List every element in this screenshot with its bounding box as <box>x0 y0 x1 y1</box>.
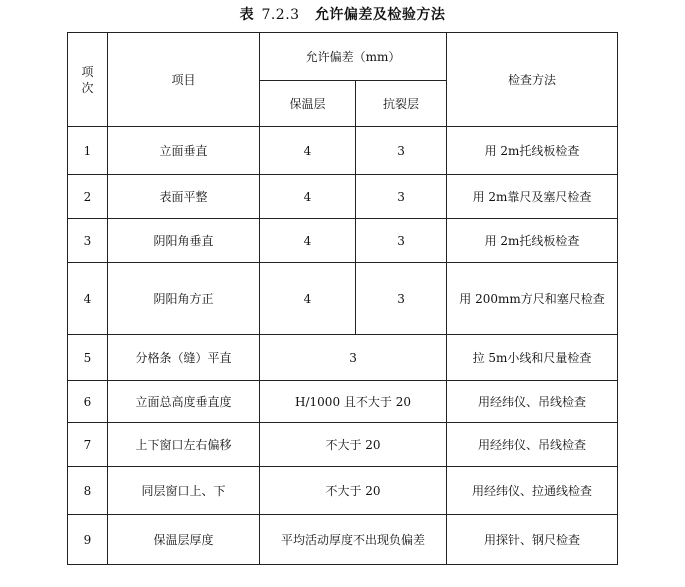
row-no: 2 <box>68 175 108 219</box>
row-item: 表面平整 <box>108 175 260 219</box>
table-row <box>68 467 618 515</box>
table-title-number: 7.2.3 <box>261 7 300 23</box>
row-item: 立面总高度垂直度 <box>108 381 260 423</box>
header-crack: 抗裂层 <box>356 81 447 127</box>
header-no-line1: 项 <box>81 64 94 79</box>
row-crack: 3 <box>356 263 447 335</box>
header-insulation: 保温层 <box>260 81 356 127</box>
row-item: 立面垂直 <box>108 127 260 175</box>
table-row <box>68 127 618 175</box>
row-no: 5 <box>68 335 108 381</box>
row-no: 8 <box>68 467 108 515</box>
row-no: 3 <box>68 219 108 263</box>
header-item: 项目 <box>108 33 260 127</box>
table-row <box>68 381 618 423</box>
table-row <box>68 219 618 263</box>
row-item: 同层窗口上、下 <box>108 467 260 515</box>
row-insulation: 4 <box>260 219 356 263</box>
row-item: 保温层厚度 <box>108 515 260 565</box>
row-tolerance: 3 <box>260 335 447 381</box>
row-crack: 3 <box>356 127 447 175</box>
row-item: 分格条（缝）平直 <box>108 335 260 381</box>
row-no: 9 <box>68 515 108 565</box>
header-tolerance: 允许偏差（mm） <box>260 33 447 81</box>
row-no: 1 <box>68 127 108 175</box>
row-method: 用探针、钢尺检查 <box>447 515 618 565</box>
header-no-line2: 次 <box>81 80 94 95</box>
row-method: 用经纬仪、吊线检查 <box>447 381 618 423</box>
row-item: 上下窗口左右偏移 <box>108 423 260 467</box>
row-method: 用经纬仪、拉通线检查 <box>447 467 618 515</box>
row-no: 6 <box>68 381 108 423</box>
header-row <box>68 33 618 81</box>
header-no <box>68 33 108 127</box>
row-item: 阴阳角方正 <box>108 263 260 335</box>
row-tolerance: 不大于 20 <box>260 467 447 515</box>
row-method: 用 200mm方尺和塞尺检查 <box>447 263 618 335</box>
tolerance-table <box>67 32 618 565</box>
row-method: 用 2m托线板检查 <box>447 219 618 263</box>
row-tolerance: 平均活动厚度不出现负偏差 <box>260 515 447 565</box>
row-no: 7 <box>68 423 108 467</box>
row-method: 用经纬仪、吊线检查 <box>447 423 618 467</box>
table-title-prefix: 表 <box>239 7 255 23</box>
row-crack: 3 <box>356 175 447 219</box>
row-no: 4 <box>68 263 108 335</box>
row-method: 用 2m托线板检查 <box>447 127 618 175</box>
row-insulation: 4 <box>260 263 356 335</box>
table-row <box>68 515 618 565</box>
table-row <box>68 175 618 219</box>
row-insulation: 4 <box>260 127 356 175</box>
table-title-text: 允许偏差及检验方法 <box>314 7 446 23</box>
table-row <box>68 263 618 335</box>
table-row <box>68 335 618 381</box>
row-insulation: 4 <box>260 175 356 219</box>
row-tolerance: H/1000 且不大于 20 <box>260 381 447 423</box>
row-crack: 3 <box>356 219 447 263</box>
row-item: 阴阳角垂直 <box>108 219 260 263</box>
row-tolerance: 不大于 20 <box>260 423 447 467</box>
row-method: 拉 5m小线和尺量检查 <box>447 335 618 381</box>
table-title <box>0 4 685 24</box>
header-method: 检查方法 <box>447 33 618 127</box>
table-row <box>68 423 618 467</box>
row-method: 用 2m靠尺及塞尺检查 <box>447 175 618 219</box>
